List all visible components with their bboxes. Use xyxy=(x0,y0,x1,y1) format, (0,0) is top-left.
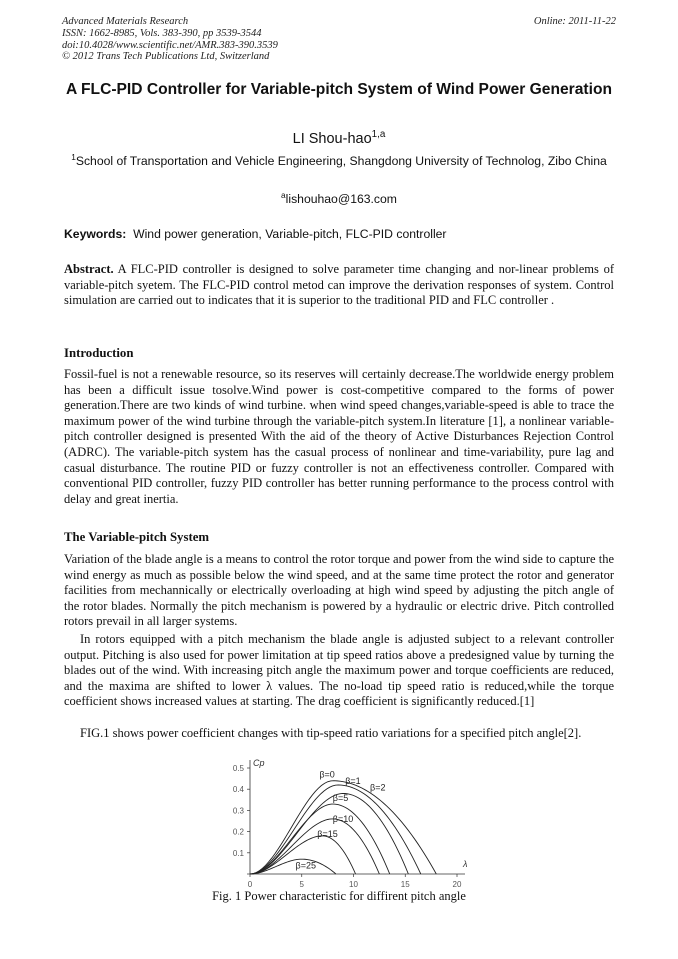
doi-line: doi:10.4028/www.scientific.net/AMR.383-390.3539 xyxy=(62,40,278,51)
x-tick-label: 15 xyxy=(400,880,410,888)
series-label: β=5 xyxy=(332,792,349,803)
x-tick-label: 0 xyxy=(247,880,253,888)
email-superscript: a xyxy=(281,189,286,200)
journal-name: Advanced Materials Research xyxy=(62,16,189,27)
x-tick-label: 5 xyxy=(299,880,304,888)
section-heading-introduction: Introduction xyxy=(64,346,134,360)
y-tick-label: 0.1 xyxy=(232,848,244,858)
series-label: β=0 xyxy=(319,769,335,780)
online-date: Online: 2011-11-22 xyxy=(533,16,616,27)
email-address: lishouhao@163.com xyxy=(285,192,397,206)
author-superscript: 1,a xyxy=(371,129,386,141)
y-tick-label: 0.3 xyxy=(232,806,244,816)
email-line xyxy=(60,189,618,206)
y-tick-label: 0.2 xyxy=(232,827,244,837)
variable-pitch-paragraph-1: Variation of the blade angle is a means to control the rotor torque and power from the wind side to capture the wind energy as much as possible below the wind speed, and at the same time protect the rotor and generator facilities from mechannically or electrically overloading at high wind speed by adjusting the pitch angle of the rotor blades. Normally the pitch mechanism is powered by a hydraulic or electric drive. Pitch controlled rotors prevail in all larger systems. xyxy=(64,552,614,629)
abstract-label: Abstract. xyxy=(64,262,114,276)
series-label: β=10 xyxy=(332,814,354,825)
paper-title: A FLC-PID Controller for Variable-pitch System of Wind Power Generation xyxy=(66,81,612,98)
series-label: β=2 xyxy=(370,782,386,793)
affiliation-text: School of Transportation and Vehicle Engineering, Shangdong University of Technolog, Zibo China xyxy=(75,154,607,168)
introduction-paragraph: Fossil-fuel is not a renewable resource, so its reserves will certainly decrease.The worldwide energy problem has been a difficult issue tosolve.Wind power is cost-competitive compared to the forms of power generation.There are two kinds of wind turbine. when wind speed changes,variable-speed is able to trace the maximum power of the wind turbine through the variable-pitch system.In literature [1], a nonlinear variable-pitch controller designed is presented With the aid of the theory of Active Disturbances Rejection Control (ADRC). The variable-pitch system has the casual process of nonlinear and time-variability, pure lag and casual disturbance. The routine PID or fuzzy controller is not an effectiveness controller. Compared with conventional PID controller, fuzzy PID controller has better running performance to the process control with delay and great inertia. xyxy=(64,367,614,506)
series-label: β=15 xyxy=(317,828,338,839)
variable-pitch-paragraph-2: In rotors equipped with a pitch mechanism the blade angle is adjusted subject to a relevant controller output. Pitching is also used for power limitation at tip speed ratios above a predesigned value by turning the blades out of the wind. With increasing pitch angle the maximum power and torque coefficients are reduced, and the maxima are shifted to lower λ values. The no-load tip speed ratio is reduced,while the torque coefficient shows increased values at starting. The drag coefficient is significantly reduced.[1] xyxy=(64,632,614,709)
affiliation-superscript: 1 xyxy=(71,151,76,162)
y-tick-label: 0.5 xyxy=(232,764,244,773)
x-tick-label: 20 xyxy=(452,880,462,888)
issn-line: ISSN: 1662-8985, Vols. 383-390, pp 3539-3544 xyxy=(62,28,262,39)
series-label: β=1 xyxy=(345,775,361,786)
keywords-text: Wind power generation, Variable-pitch, FLC-PID controller xyxy=(133,227,447,241)
abstract xyxy=(64,262,614,309)
x-axis-label: λ xyxy=(463,859,468,869)
power-coefficient-chart xyxy=(215,752,475,888)
series-label: β=25 xyxy=(295,860,316,871)
abstract-text: A FLC-PID controller is designed to solve parameter time changing and nor-linear problems of variable-pitch syetem. The FLC-PID control metod can improve the derivation responses of system. Control simulation are carried out to indicates that it is superior to the traditional PID and FLC controller . xyxy=(64,262,615,308)
section-heading-variable-pitch: The Variable-pitch System xyxy=(64,530,210,544)
variable-pitch-paragraph-3: FIG.1 shows power coefficient changes with tip-speed ratio variations for a specified pitch angle[2]. xyxy=(80,726,582,740)
keywords xyxy=(64,227,447,241)
y-axis-label: Cp xyxy=(253,758,265,768)
author-name: LI Shou-hao xyxy=(292,131,372,147)
affiliation xyxy=(70,151,608,170)
y-tick-label: 0.4 xyxy=(232,785,244,795)
x-tick-label: 10 xyxy=(349,880,358,888)
curve-β=25 xyxy=(250,859,336,874)
copyright-line: © 2012 Trans Tech Publications Ltd, Switzerland xyxy=(62,51,270,62)
figure-caption: Fig. 1 Power characteristic for diffirent pitch angle xyxy=(212,889,466,903)
author-line xyxy=(60,131,618,147)
keywords-label: Keywords: xyxy=(64,227,127,241)
